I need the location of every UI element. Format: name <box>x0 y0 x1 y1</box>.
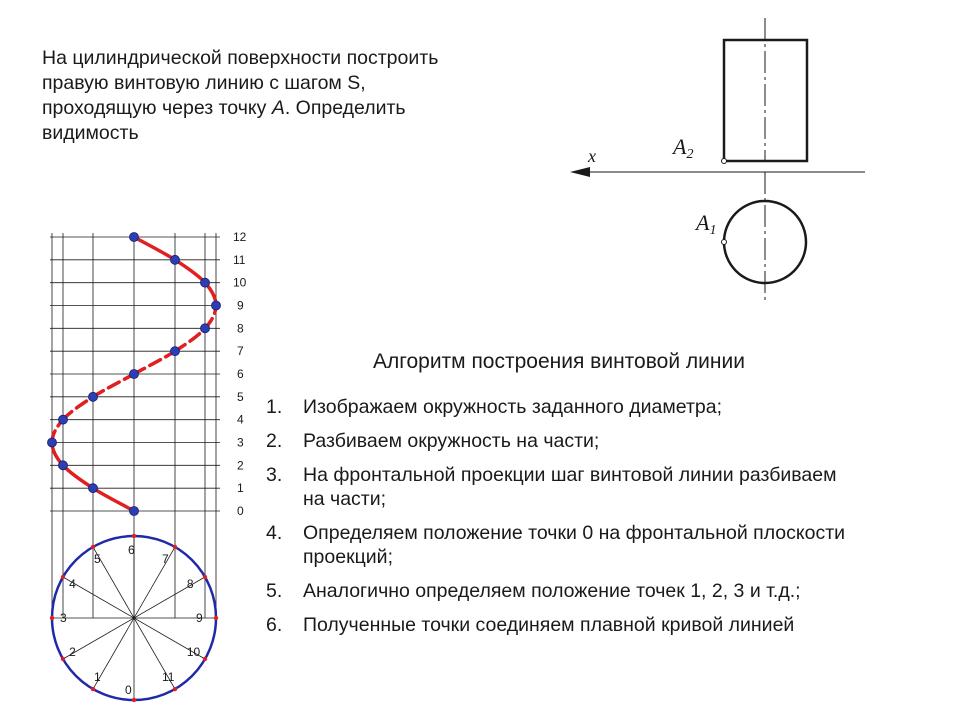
level-label: 7 <box>237 344 244 359</box>
algorithm-title: Алгоритм построения винтовой линии <box>373 350 745 373</box>
level-label: 2 <box>237 458 244 473</box>
point-a1-label: A1 <box>696 210 717 238</box>
step-number: 3. <box>266 464 283 486</box>
division-circle <box>50 534 218 702</box>
step-text: На фронтальной проекции шаг винтовой линии разбиваем на части; <box>303 464 837 510</box>
level-label: 1 <box>237 481 244 496</box>
task-line-4: видимость <box>42 122 139 144</box>
division-label: 7 <box>162 552 169 567</box>
division-label: 1 <box>94 669 101 684</box>
helix-point <box>212 301 221 310</box>
division-point <box>132 698 136 702</box>
helix-point <box>130 233 139 242</box>
division-point <box>91 545 95 549</box>
point-a2-label: A2 <box>673 134 694 162</box>
division-label: 5 <box>94 552 101 567</box>
step-number: 5. <box>266 580 283 602</box>
helix-point <box>201 324 210 333</box>
task-line-3-start: проходящую через точку <box>42 97 272 119</box>
helix-hidden-segment <box>175 328 205 351</box>
task-point-a: А <box>271 97 285 119</box>
division-point <box>173 687 177 691</box>
step-item <box>266 579 946 603</box>
level-label: 4 <box>237 412 244 427</box>
division-point <box>173 545 177 549</box>
step-number: 1. <box>266 396 283 418</box>
helix-point <box>48 438 57 447</box>
helix-hidden-segment <box>134 351 175 374</box>
division-label: 4 <box>69 577 76 591</box>
x-axis-arrow <box>570 167 590 177</box>
x-axis <box>570 146 865 177</box>
helix-point <box>130 370 139 379</box>
step-item <box>266 429 946 453</box>
step-text: Разбиваем окружность на части; <box>303 430 600 452</box>
level-label: 11 <box>233 252 246 267</box>
level-label: 12 <box>233 230 247 244</box>
helix-hidden-segment <box>63 397 93 420</box>
division-label: 2 <box>69 645 76 659</box>
division-label: 9 <box>196 611 203 625</box>
division-point <box>91 687 95 691</box>
helix-level-labels <box>233 230 247 518</box>
point-a1-marker <box>722 240 727 245</box>
division-label: 6 <box>128 543 135 557</box>
level-label: 5 <box>237 389 244 404</box>
division-point <box>203 575 207 579</box>
level-label: 10 <box>233 275 247 290</box>
task-line-3-end: . Определить <box>284 97 406 119</box>
front-projection <box>671 18 807 164</box>
step-item <box>266 463 946 511</box>
step-item <box>266 395 946 419</box>
division-point <box>203 657 207 661</box>
step-text: Изображаем окружность заданного диаметра; <box>303 396 722 418</box>
step-number: 2. <box>266 430 283 452</box>
helix-point <box>58 415 67 424</box>
division-label: 0 <box>125 683 132 697</box>
division-point <box>61 575 65 579</box>
division-point <box>214 616 218 620</box>
helix-visible-segment <box>134 237 175 260</box>
level-label: 6 <box>237 367 244 381</box>
x-axis-label: x <box>588 146 596 166</box>
point-a2-marker <box>722 159 727 164</box>
helix-visible-segment <box>63 465 93 488</box>
step-text: Определяем положение точки 0 на фронтальной плоскости проекций; <box>303 522 846 568</box>
division-label: 10 <box>186 645 201 659</box>
helix-point <box>171 255 180 264</box>
helix-point <box>201 278 210 287</box>
helix-hidden-segment <box>93 374 134 397</box>
division-point <box>61 657 65 661</box>
step-text: Полученные точки соединяем плавной кривой линией <box>303 614 795 636</box>
helix-point <box>89 484 98 493</box>
top-projection <box>694 172 815 302</box>
helix-point <box>171 347 180 356</box>
helix-point <box>130 507 139 516</box>
division-label: 8 <box>186 577 194 591</box>
level-label: 3 <box>237 435 244 450</box>
division-point <box>132 534 136 538</box>
task-line-1: На цилиндрической поверхности построить <box>42 47 439 69</box>
division-point <box>50 616 54 620</box>
helix-point <box>58 461 67 470</box>
helix-visible-segment <box>175 260 205 283</box>
level-label: 8 <box>237 321 244 336</box>
division-label: 11 <box>162 669 175 684</box>
step-text: Аналогично определяем положение точек 1, 2, 3 и т.д.; <box>303 580 801 602</box>
level-label: 9 <box>237 298 244 313</box>
step-item <box>266 613 946 637</box>
step-number: 6. <box>266 614 283 636</box>
division-label: 3 <box>60 611 67 625</box>
step-item <box>266 521 946 569</box>
helix-visible-segment <box>93 488 134 511</box>
level-label: 0 <box>237 504 244 518</box>
step-number: 4. <box>266 522 283 544</box>
task-line-2: правую винтовую линию с шагом S, <box>42 72 366 94</box>
helix-point <box>89 392 98 401</box>
algorithm-steps <box>266 395 946 647</box>
